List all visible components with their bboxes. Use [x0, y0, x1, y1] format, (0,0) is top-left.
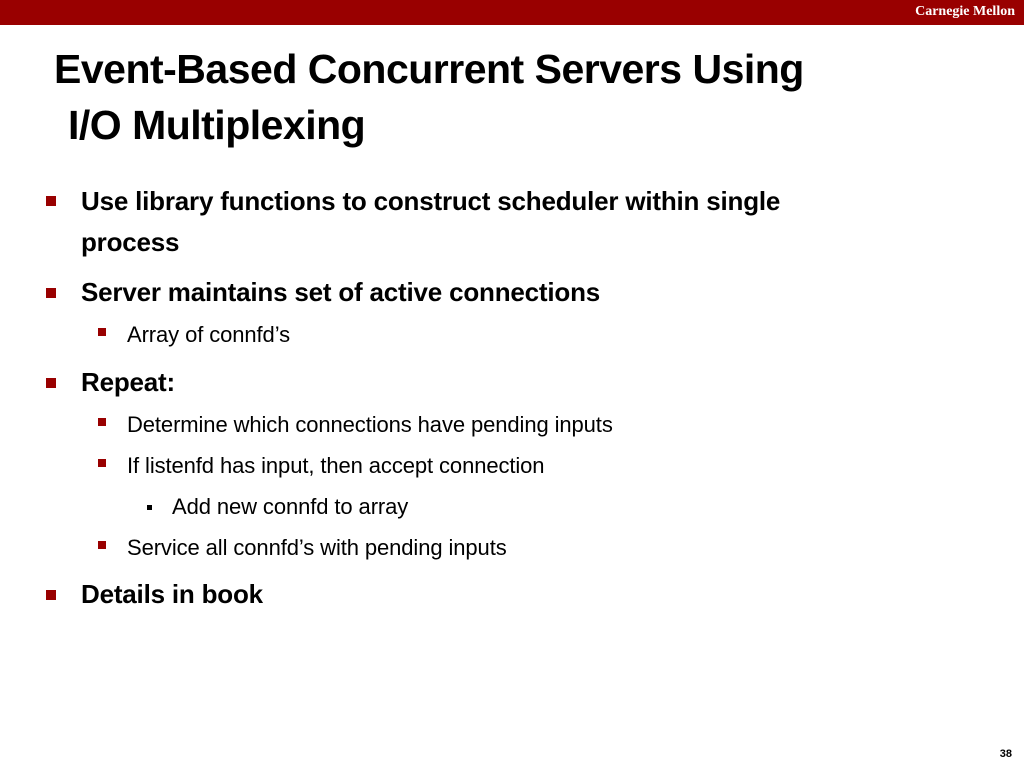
- sub-bullet-text: Determine which connections have pending inputs: [127, 412, 613, 437]
- bullet-text: Details in book: [81, 579, 263, 609]
- square-bullet-icon: [98, 459, 106, 467]
- brand-label: Carnegie Mellon: [915, 4, 1015, 19]
- slide-title-line-1: Event-Based Concurrent Servers Using: [54, 46, 804, 92]
- sub-bullet-text: Array of connfd’s: [127, 322, 290, 347]
- sub-bullet-text: If listenfd has input, then accept connection: [127, 453, 545, 478]
- square-bullet-icon: [46, 196, 56, 206]
- bullet-text: Server maintains set of active connections: [81, 277, 601, 307]
- page-number: 38: [999, 748, 1012, 760]
- square-bullet-icon: [98, 541, 106, 549]
- sub-sub-bullet-text: Add new connfd to array: [172, 494, 409, 519]
- bullet-text-line-2: process: [81, 227, 180, 257]
- header-bar: [0, 0, 1024, 25]
- sub-bullet-text: Service all connfd’s with pending inputs: [127, 535, 507, 560]
- square-bullet-icon: [98, 418, 106, 426]
- bullet-text-line-1: Use library functions to construct scheduler within single: [81, 186, 781, 216]
- square-bullet-icon: [98, 328, 106, 336]
- small-square-bullet-icon: [147, 505, 152, 510]
- square-bullet-icon: [46, 288, 56, 298]
- slide-title-line-2: I/O Multiplexing: [68, 102, 366, 148]
- slide-title: [54, 41, 804, 153]
- square-bullet-icon: [46, 590, 56, 600]
- square-bullet-icon: [46, 378, 56, 388]
- bullet-text: Repeat:: [81, 367, 175, 397]
